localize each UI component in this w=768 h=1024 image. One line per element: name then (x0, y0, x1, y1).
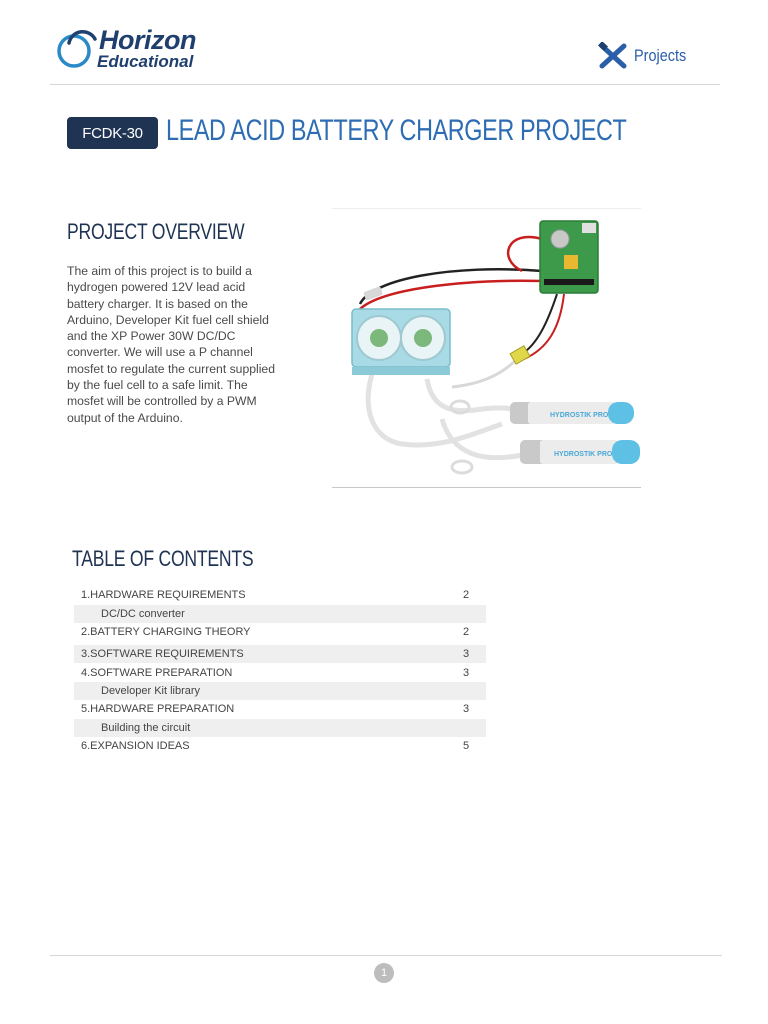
hydrostik-label-1: HYDROSTIK PRO (550, 412, 609, 419)
logo-wordmark-horizon: Horizon (99, 25, 196, 55)
toc-item-hardware-preparation[interactable]: 5.HARDWARE PREPARATION 3 (81, 703, 470, 715)
horizon-logo-icon (55, 27, 101, 73)
toc-item-software-requirements[interactable]: 3.SOFTWARE REQUIREMENTS 3 (74, 645, 486, 663)
logo-wordmark-educational: Educational (97, 52, 194, 71)
toc-item-building-the-circuit[interactable]: Building the circuit (74, 719, 486, 737)
project-photo (332, 208, 641, 488)
page-number-badge: 1 (374, 963, 394, 983)
overview-paragraph: The aim of this project is to build a hydrogen powered 12V lead acid battery charger. It is based on the Arduino, Developer Kit fuel cell shield and the XP Power 30W DC/DC converter. We will use a P channel mosfet to regulate the current supplied by the fuel cell to a safe limit. The mosfet will be controlled by a PWM output of the Arduino. (67, 264, 275, 425)
toc-item-hardware-requirements[interactable]: 1.HARDWARE REQUIREMENTS 2 (81, 589, 470, 601)
footer-divider (50, 955, 722, 956)
toc-item-expansion-ideas[interactable]: 6.EXPANSION IDEAS 5 (81, 740, 470, 752)
toc-item-battery-charging-theory[interactable]: 2.BATTERY CHARGING THEORY 2 (81, 626, 470, 638)
header-divider (50, 84, 720, 85)
tools-cross-icon (598, 42, 628, 70)
hydrostik-label-2: HYDROSTIK PRO (554, 451, 613, 458)
toc-item-dc-dc-converter[interactable]: DC/DC converter (74, 605, 486, 623)
horizon-logo[interactable] (55, 27, 225, 73)
overview-heading: PROJECT OVERVIEW (67, 219, 245, 244)
projects-link[interactable] (598, 41, 695, 71)
toc-heading: TABLE OF CONTENTS (72, 546, 254, 571)
page-title: LEAD ACID BATTERY CHARGER PROJECT (166, 114, 627, 147)
projects-link-label: Projects (634, 46, 687, 65)
toc-item-developer-kit-library[interactable]: Developer Kit library (74, 682, 486, 700)
fuel-cell-kit-illustration (332, 209, 641, 487)
project-code-badge: FCDK-30 (67, 117, 158, 149)
toc-item-software-preparation[interactable]: 4.SOFTWARE PREPARATION 3 (81, 667, 470, 679)
